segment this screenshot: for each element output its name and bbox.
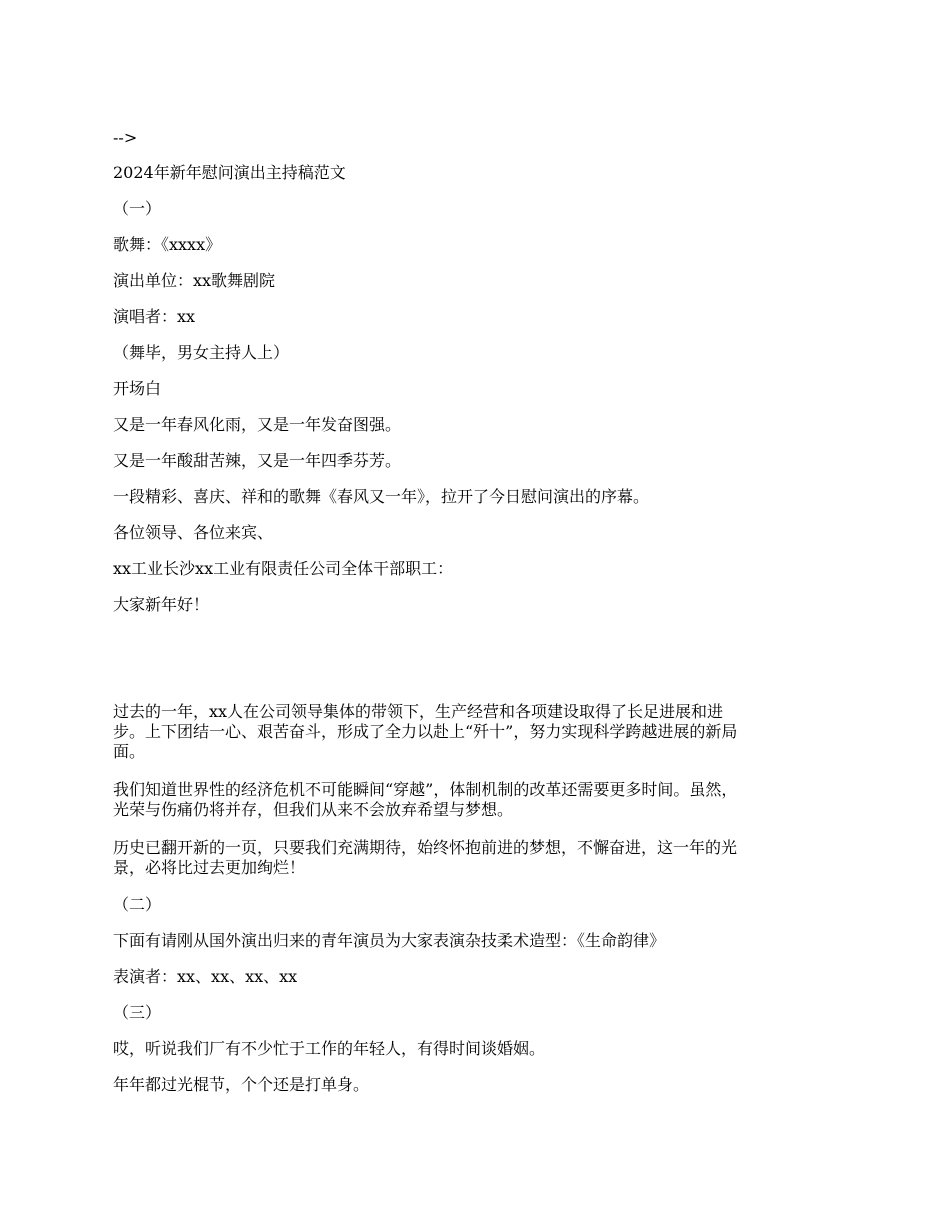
section-heading-2: （二） <box>113 895 162 914</box>
paragraph-2-line-2: 光荣与伤痛仍将并存，但我们从来不会放弃希望与梦想。 <box>113 800 514 819</box>
greeting-line-3: 大家新年好！ <box>113 595 210 614</box>
paragraph-3-line-2: 景，必将比过去更加绚烂！ <box>113 858 306 877</box>
greeting-line-2: xx工业长沙xx工业有限责任公司全体干部职工： <box>113 559 454 578</box>
section-heading-3: （三） <box>113 1003 162 1022</box>
act-2-performers: 表演者：xx、xx、xx、xx <box>113 967 298 986</box>
paragraph-1-line-3: 面。 <box>113 742 146 761</box>
paragraph-3-line-1: 历史已翻开新的一页，只要我们充满期待，始终怀抱前进的梦想，不懈奋进，这一年的光 <box>113 838 738 857</box>
greeting-line-1: 各位领导、各位来宾、 <box>113 523 274 542</box>
section-heading-1: （一） <box>113 199 162 218</box>
program-singer: 演唱者：xx <box>113 307 196 326</box>
act-2-intro: 下面有请刚从国外演出归来的青年演员为大家表演杂技柔术造型：《生命韵律》 <box>113 931 666 950</box>
act-3-line-1: 哎，听说我们厂有不少忙于工作的年轻人，有得时间谈婚姻。 <box>113 1039 546 1058</box>
document-title: 2024年新年慰问演出主持稿范文 <box>113 163 346 182</box>
program-unit: 演出单位：xx歌舞剧院 <box>113 271 276 290</box>
paragraph-1-line-1: 过去的一年，xx人在公司领导集体的带领下，生产经营和各项建设取得了长足进展和进 <box>113 702 724 721</box>
paragraph-1-line-2: 步。上下团结一心、艰苦奋斗，形成了全力以赴上“歼十”，努力实现科学跨越进展的新局 <box>113 722 738 741</box>
program-song: 歌舞：《xxxx》 <box>113 235 222 254</box>
opening-heading: 开场白 <box>113 379 162 398</box>
opening-line-1: 又是一年春风化雨，又是一年发奋图强。 <box>113 415 402 434</box>
comment-residue: --> <box>113 128 138 147</box>
stage-direction: （舞毕，男女主持人上） <box>113 343 290 362</box>
opening-line-2: 又是一年酸甜苦辣，又是一年四季芬芳。 <box>113 451 402 470</box>
act-3-line-2: 年年都过光棍节，个个还是打单身。 <box>113 1075 370 1094</box>
paragraph-2-line-1: 我们知道世界性的经济危机不可能瞬间“穿越”，体制机制的改革还需要更多时间。虽然， <box>113 780 738 799</box>
opening-line-3: 一段精彩、喜庆、祥和的歌舞《春风又一年》，拉开了今日慰问演出的序幕。 <box>113 487 650 506</box>
